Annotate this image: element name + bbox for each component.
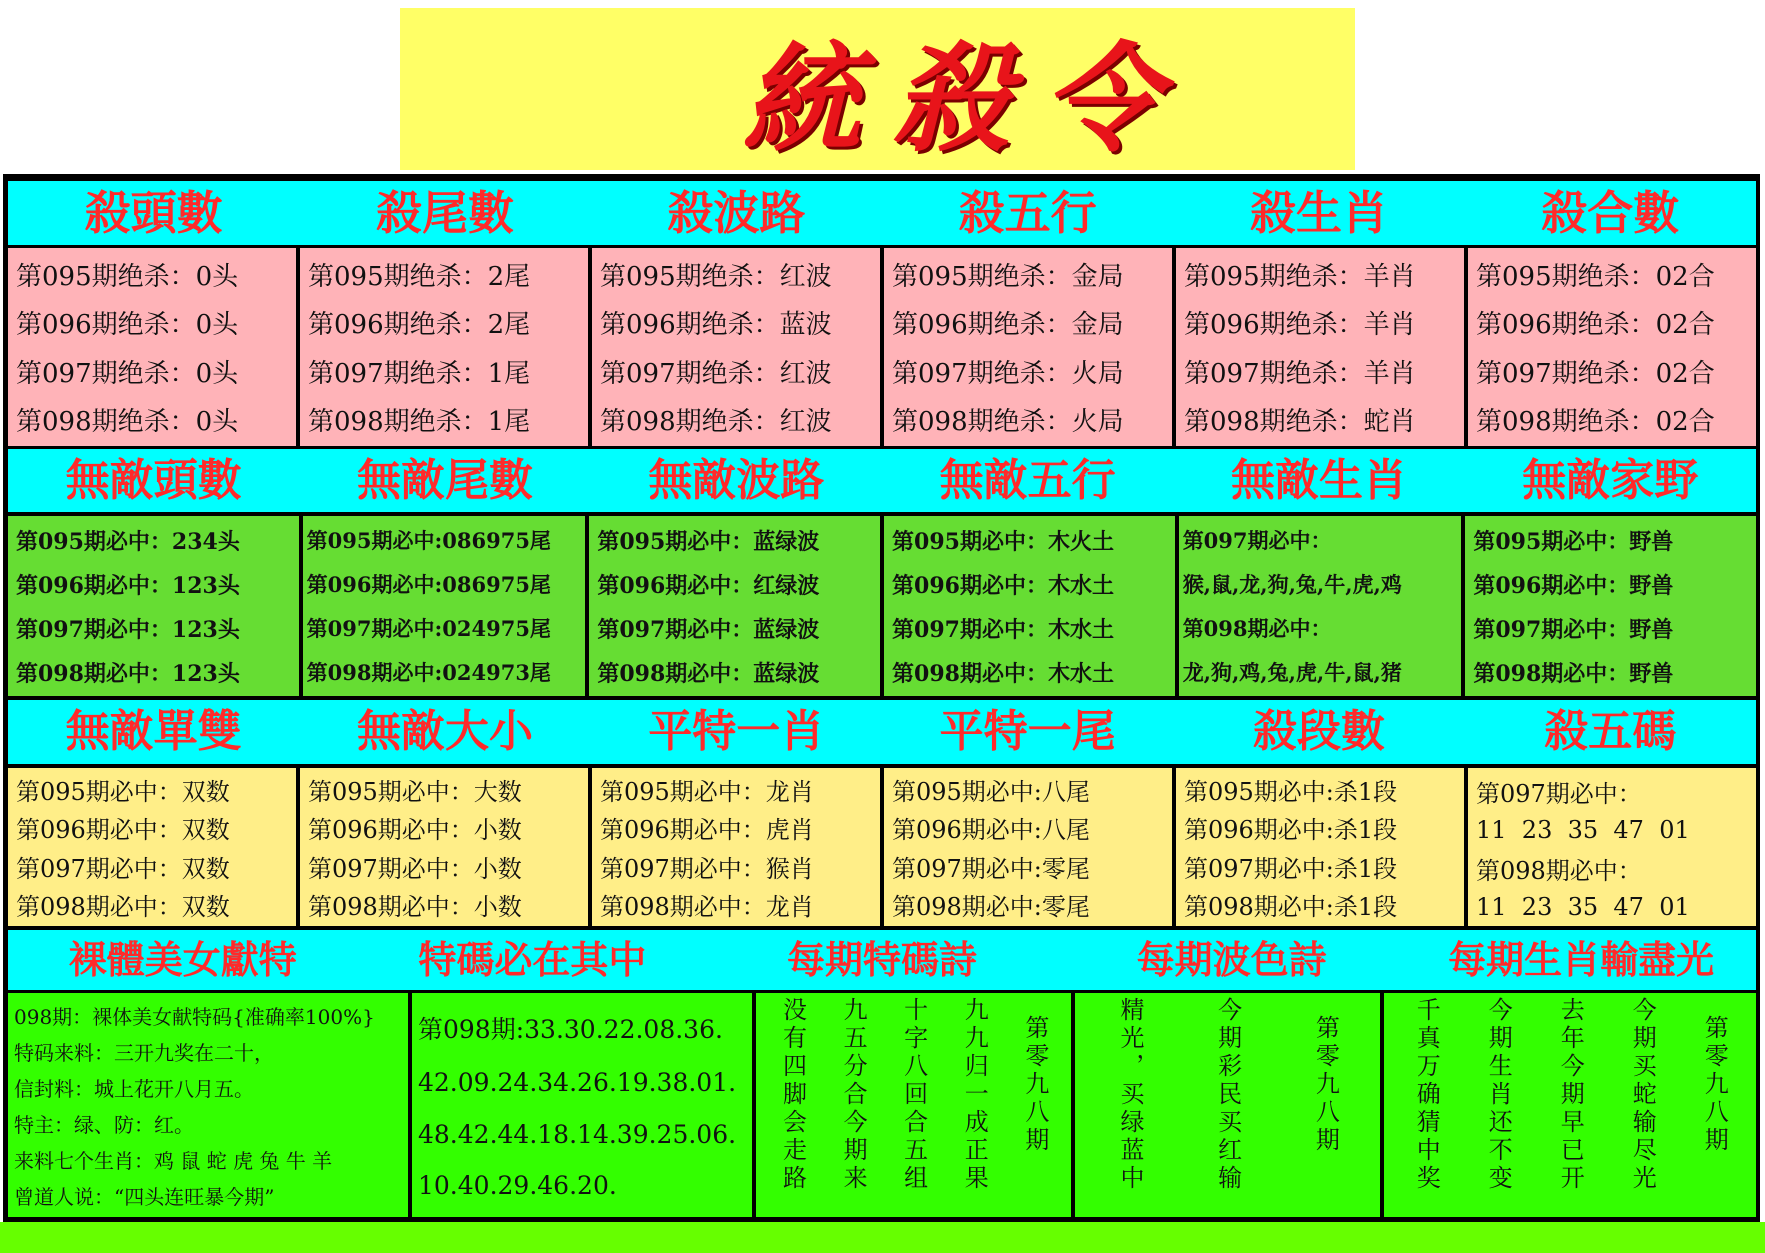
- poem-line: 精光，买绿蓝中: [1116, 997, 1145, 1193]
- list-item: 第098期必中：木水土: [892, 660, 1114, 687]
- poem-line: 千真万确猜中奖: [1412, 997, 1441, 1193]
- header-kill-five-codes: 殺五碼: [1544, 706, 1677, 757]
- list-item: 第098期绝杀：红波: [600, 407, 832, 438]
- list-item: 第095期绝杀：02合: [1476, 261, 1715, 292]
- list-item: 098期：裸体美女献特码{准确率100%}: [14, 1004, 375, 1029]
- list-item: 猴,鼠,龙,狗,兔,牛,虎,鸡: [1182, 572, 1402, 597]
- bottom-strip: [0, 1222, 1765, 1253]
- list-item: 11 23 35 47 01: [1476, 892, 1690, 921]
- list-item: 第098期绝杀：蛇肖: [1184, 407, 1416, 438]
- list-item: 第096期必中:杀1段: [1184, 816, 1398, 845]
- special-within-cell: [412, 993, 752, 1217]
- one-zodiac-cell: [592, 768, 880, 926]
- list-item: 第098期必中：123头: [16, 660, 240, 687]
- list-item: 第097期必中：小数: [308, 854, 522, 883]
- header-special-within: 特碼必在其中: [418, 938, 647, 982]
- header-sure-head: 無敵頭數: [65, 455, 242, 506]
- list-item: 第097期必中：123头: [16, 616, 240, 643]
- list-item: 第098期必中:杀1段: [1184, 893, 1398, 922]
- list-item: 第095期必中：双数: [16, 777, 230, 806]
- nude-special-cell: [8, 993, 408, 1217]
- kill-sum-cell: [1468, 248, 1756, 446]
- list-item: 第095期必中:八尾: [892, 777, 1090, 806]
- kill-wave-cell: [592, 248, 880, 446]
- header-big-small: 無敵大小: [356, 706, 533, 757]
- list-item: 48.42.44.18.14.39.25.06.: [418, 1119, 737, 1149]
- list-item: 第096期必中：双数: [16, 816, 230, 845]
- poem-issue-label: 第零九八期: [1700, 1015, 1729, 1155]
- list-item: 第095期绝杀：红波: [600, 261, 832, 292]
- header-one-tail: 平特一尾: [939, 706, 1116, 757]
- list-item: 第098期必中：双数: [16, 893, 230, 922]
- one-tail-cell: [884, 768, 1172, 926]
- list-item: 第098期绝杀：02合: [1476, 407, 1715, 438]
- kill-zodiac-cell: [1176, 248, 1464, 446]
- big-small-cell: [300, 768, 588, 926]
- list-item: 第096期必中：虎肖: [600, 816, 814, 845]
- wave-poem-cell: [1075, 993, 1380, 1217]
- bottom-section: [8, 993, 1756, 1217]
- header-kill-wave: 殺波路: [667, 186, 806, 240]
- header-sure-tail: 無敵尾數: [356, 455, 533, 506]
- list-item: 第097期必中：: [1476, 779, 1642, 808]
- sure-element-cell: [884, 516, 1175, 696]
- poem-issue-label: 第零九八期: [1020, 1015, 1049, 1155]
- list-item: 第096期必中：红绿波: [597, 572, 820, 599]
- list-item: 第097期绝杀：羊肖: [1184, 358, 1416, 389]
- list-item: 第095期必中:杀1段: [1184, 777, 1398, 806]
- list-item: 第095期必中：龙肖: [600, 777, 814, 806]
- list-item: 第097期绝杀：火局: [892, 358, 1124, 389]
- list-item: 第097期必中：野兽: [1473, 616, 1674, 643]
- banner-title: 統殺令: [742, 30, 1193, 168]
- list-item: 第096期绝杀：羊肖: [1184, 310, 1416, 341]
- header-one-zodiac: 平特一肖: [648, 706, 825, 757]
- list-item: 第096期必中:八尾: [892, 816, 1090, 845]
- list-item: 10.40.29.46.20.: [418, 1170, 617, 1200]
- list-item: 信封料：城上花开八月五。: [14, 1076, 254, 1101]
- header-zodiac-lose-poem: 每期生肖輸盡光: [1448, 938, 1715, 982]
- list-item: 第096期必中:086975尾: [306, 572, 551, 597]
- list-item: 第098期必中：小数: [308, 893, 522, 922]
- header-kill-element: 殺五行: [958, 186, 1097, 240]
- poem-line: 今期生肖还不变: [1484, 997, 1513, 1193]
- list-item: 第095期必中：野兽: [1473, 528, 1674, 555]
- kill-element-cell: [884, 248, 1172, 446]
- sure-tail-cell: [303, 516, 586, 696]
- list-item: 第096期必中：小数: [308, 816, 522, 845]
- header-sure-element: 無敵五行: [939, 455, 1116, 506]
- list-item: 第097期绝杀：红波: [600, 358, 832, 389]
- poem-issue-label: 第零九八期: [1311, 1015, 1340, 1155]
- list-item: 第095期绝杀：金局: [892, 261, 1124, 292]
- list-item: 第098期:33.30.22.08.36.: [418, 1015, 723, 1045]
- kill-section: [8, 248, 1756, 446]
- list-item: 第097期绝杀：02合: [1476, 358, 1715, 389]
- list-item: 第095期必中：234头: [16, 528, 240, 555]
- list-item: 第096期必中：木水土: [892, 572, 1114, 599]
- list-item: 第097期必中:杀1段: [1184, 854, 1398, 883]
- poem-line: 今期买蛇输尽光: [1628, 997, 1657, 1193]
- poem-line: 九九归一成正果: [960, 997, 989, 1193]
- header-kill-segment: 殺段數: [1252, 706, 1385, 757]
- sure-head-cell: [8, 516, 299, 696]
- list-item: 第098期必中：: [1182, 616, 1332, 641]
- list-item: 第096期绝杀：蓝波: [600, 310, 832, 341]
- sure-wave-cell: [589, 516, 880, 696]
- list-item: 第095期必中：木火土: [892, 528, 1114, 555]
- header-kill-head: 殺頭數: [84, 186, 223, 240]
- list-item: 11 23 35 47 01: [1476, 815, 1690, 844]
- header-kill-tail: 殺尾數: [375, 186, 514, 240]
- sure-section: [8, 516, 1756, 696]
- list-item: 第095期必中：蓝绿波: [597, 528, 820, 555]
- header-row-2: [8, 449, 1756, 512]
- kill-segment-cell: [1176, 768, 1464, 926]
- list-item: 第098期必中：蓝绿波: [597, 660, 820, 687]
- poem-line: 去年今期早已开: [1556, 997, 1585, 1193]
- list-item: 第098期必中：龙肖: [600, 893, 814, 922]
- list-item: 第095期绝杀：羊肖: [1184, 261, 1416, 292]
- list-item: 曾道人说：“四头连旺暴今期”: [14, 1184, 275, 1209]
- header-sure-domestic-wild: 無敵家野: [1522, 455, 1699, 506]
- header-row-1: [8, 181, 1756, 245]
- list-item: 第095期必中：大数: [308, 777, 522, 806]
- list-item: 第097期绝杀：0头: [16, 358, 239, 389]
- list-item: 第098期绝杀：0头: [16, 407, 239, 438]
- list-item: 第097期必中：木水土: [892, 616, 1114, 643]
- list-item: 第098期必中：野兽: [1473, 660, 1674, 687]
- header-nude-special: 裸體美女獻特: [68, 938, 297, 982]
- list-item: 特主：绿、防：红。: [14, 1112, 194, 1137]
- kill-head-cell: [8, 248, 296, 446]
- list-item: 第096期绝杀：0头: [16, 310, 239, 341]
- header-special-poem: 每期特碼詩: [786, 938, 977, 982]
- header-row-4: [8, 930, 1756, 990]
- special-poem-cell: [756, 993, 1071, 1217]
- list-item: 第096期绝杀：金局: [892, 310, 1124, 341]
- zodiac-lose-poem-cell: [1384, 993, 1756, 1217]
- header-sure-zodiac: 無敵生肖: [1230, 455, 1407, 506]
- list-item: 第097期必中：双数: [16, 854, 230, 883]
- list-item: 第098期绝杀：1尾: [308, 407, 531, 438]
- list-item: 42.09.24.34.26.19.38.01.: [418, 1068, 737, 1098]
- list-item: 龙,狗,鸡,兔,虎,牛,鼠,猪: [1182, 660, 1402, 685]
- header-sure-wave: 無敵波路: [648, 455, 825, 506]
- list-item: 第097期绝杀：1尾: [308, 358, 531, 389]
- odd-even-cell: [8, 768, 296, 926]
- header-wave-poem: 每期波色詩: [1136, 938, 1327, 982]
- kill-five-codes-cell: [1468, 768, 1756, 926]
- list-item: 第097期必中:024975尾: [306, 616, 551, 641]
- list-item: 第095期绝杀：2尾: [308, 261, 531, 292]
- poem-line: 今期彩民买红输: [1213, 997, 1242, 1193]
- header-row-3: [8, 700, 1756, 764]
- list-item: 第097期必中：蓝绿波: [597, 616, 820, 643]
- poem-line: 没有四脚会走路: [778, 997, 807, 1193]
- list-item: 第096期绝杀：2尾: [308, 310, 531, 341]
- kill-tail-cell: [300, 248, 588, 446]
- list-item: 特码来料：三开九奖在二十，: [14, 1040, 274, 1065]
- poem-line: 九五分合今期来: [839, 997, 868, 1193]
- header-kill-zodiac: 殺生肖: [1249, 186, 1388, 240]
- list-item: 第095期绝杀：0头: [16, 261, 239, 292]
- list-item: 第098期必中:零尾: [892, 893, 1090, 922]
- poem-line: 十字八回合五组: [899, 997, 928, 1193]
- list-item: 第096期必中：123头: [16, 572, 240, 599]
- list-item: 第096期绝杀：02合: [1476, 310, 1715, 341]
- header-kill-sum: 殺合數: [1541, 186, 1680, 240]
- misc-section: [8, 768, 1756, 926]
- header-odd-even: 無敵單雙: [65, 706, 242, 757]
- list-item: 第097期必中：: [1182, 528, 1332, 553]
- list-item: 第096期必中：野兽: [1473, 572, 1674, 599]
- list-item: 第098期绝杀：火局: [892, 407, 1124, 438]
- list-item: 来料七个生肖：鸡 鼠 蛇 虎 兔 牛 羊: [14, 1148, 333, 1173]
- sure-domestic-wild-cell: [1465, 516, 1756, 696]
- list-item: 第098期必中：: [1476, 856, 1642, 885]
- list-item: 第095期必中:086975尾: [306, 528, 551, 553]
- sure-zodiac-cell: [1179, 516, 1462, 696]
- list-item: 第097期必中:零尾: [892, 854, 1090, 883]
- list-item: 第097期必中：猴肖: [600, 854, 814, 883]
- list-item: 第098期必中:024973尾: [306, 660, 551, 685]
